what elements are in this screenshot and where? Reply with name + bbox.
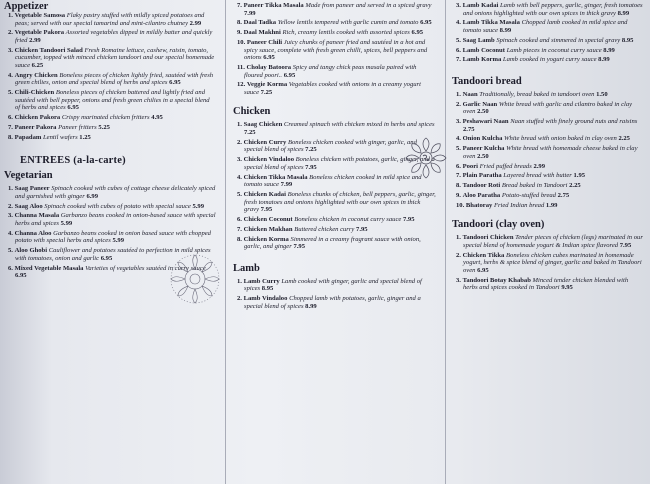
menu-item [237, 121, 436, 136]
item-price: 6.25 [31, 61, 44, 69]
appetizer-list [0, 12, 222, 141]
item-price: 6.95 [67, 104, 79, 112]
item-number: 7. [456, 56, 461, 64]
item-number: 6. [237, 215, 242, 223]
item-description: Naan stuffed with finely ground nuts and raisins [510, 118, 638, 126]
menu-item [456, 37, 644, 45]
item-description: Juicy chunks of paneer fried and sautéed in a hot and spicy sauce, complete with fresh green chilli, spices, bell peppers and onions [244, 38, 428, 62]
item-price: 7.25 [244, 129, 256, 137]
menu-column-1 [0, 0, 222, 484]
item-name: Chicken Makhan [243, 225, 293, 233]
section-title-lamb: Lamb [233, 262, 260, 274]
clay-oven-list [448, 234, 650, 292]
menu-item [8, 47, 216, 70]
item-price: 2.25 [618, 135, 630, 143]
item-name: Onion Kulcha [462, 135, 503, 143]
item-name: Saag Chicken [243, 121, 283, 129]
item-description: Chopped lamb with potatoes, garlic, ginger and a special blend of spices [244, 295, 421, 310]
item-description: Garbanzo beans cooked in onion based sauce with chopped potato with special herbs and spices [15, 229, 211, 245]
item-name: Garlic Naan [462, 100, 498, 108]
item-number: 4. [456, 19, 461, 27]
item-name: Chicken Tikka Masala [243, 173, 308, 181]
item-description: Flaky pastry stuffed with mildly spiced potatoes and peas; served with our special tamarind and mint-cilantro chutney [15, 12, 205, 27]
menu-item [237, 2, 436, 17]
item-price: 7.95 [293, 243, 306, 251]
item-name: Paneer Tikka Masala [243, 2, 304, 9]
item-price: 7.99 [244, 9, 256, 17]
item-price: 8.99 [603, 46, 615, 54]
section-title-chicken: Chicken [233, 106, 271, 118]
item-number: 2. [237, 295, 242, 303]
item-number: 7. [237, 2, 242, 9]
item-price: 8.99 [305, 302, 317, 310]
item-price: 2.50 [477, 108, 489, 116]
item-description: Varieties of vegetables sautéed in curry sauce [85, 264, 206, 272]
item-name: Channa Aloo [14, 229, 52, 237]
item-price: 5.99 [192, 202, 205, 210]
item-description: Boneless chunks of chicken, bell peppers, garlic, ginger, fresh tomatoes and onions highlighted with our own spices in thick gravy [244, 190, 436, 214]
item-description: Vegetables cooked with onions in a creamy yogurt sauce [244, 81, 421, 96]
item-description: White bread with garlic and cilantro baked in clay oven [463, 100, 633, 116]
item-price: 2.75 [557, 191, 570, 199]
item-number: 7. [456, 172, 461, 180]
item-number: 4. [8, 71, 13, 79]
menu-item [8, 134, 216, 142]
item-price: 1.95 [573, 172, 586, 180]
item-description: Crispy marinated chicken fritters [61, 114, 150, 122]
item-description: Boneless pieces of chicken battered and lightly fried and sautéed with bell pepper, onions and fresh green chilies in a special blend of herbs and spices [15, 89, 210, 112]
menu-item [237, 226, 436, 234]
item-description: Spicy and tangy chick peas masala paired with floured poori.. [244, 63, 417, 79]
menu-item [456, 56, 644, 64]
section-title-tandoori-clay-oven: Tandoori (clay oven) [452, 219, 545, 231]
menu-item [456, 163, 644, 171]
item-description: Simmered in a creamy fragrant sauce with onion, garlic, and ginger [244, 235, 421, 251]
mandala-ornament-icon [168, 252, 222, 306]
item-name: Saag Lamb [462, 36, 495, 44]
item-name: Papadam [14, 133, 42, 141]
item-price: 6.95 [283, 71, 296, 79]
item-price: 6.95 [420, 19, 432, 27]
item-name: Lamb Coconut [462, 46, 505, 54]
item-number: 3. [456, 118, 461, 126]
item-number: 5. [8, 89, 13, 97]
item-price: 7.25 [260, 88, 273, 96]
item-number: 10. [237, 38, 246, 46]
item-number: 2. [456, 100, 461, 108]
column-divider [225, 0, 226, 484]
item-number: 8. [8, 133, 13, 141]
item-number: 3. [456, 276, 461, 284]
item-number: 4. [456, 135, 461, 143]
item-number: 9. [456, 191, 461, 199]
item-name: Lamb Tikka Masala [462, 19, 520, 27]
item-number: 10. [456, 201, 465, 209]
menu-item [456, 2, 644, 17]
item-name: Chicken Korma [243, 235, 289, 243]
menu-item [456, 277, 644, 292]
item-number: 1. [8, 185, 13, 193]
menu-item [237, 191, 436, 214]
item-description: Chopped lamb cooked in mild spice and tomato sauce [463, 19, 628, 34]
item-description: Lamb cooked in yogurt curry sauce [502, 56, 597, 64]
item-name: Chili-Chicken [14, 89, 55, 97]
item-price: 7.95 [305, 163, 317, 171]
item-number: 6. [456, 162, 461, 170]
item-price: 4.95 [151, 114, 163, 122]
item-price: 2.99 [189, 19, 202, 27]
menu-item [456, 135, 644, 143]
item-name: Paneer Chili [246, 38, 283, 46]
item-price: 5.25 [98, 123, 110, 131]
item-price: 8.99 [499, 26, 512, 34]
item-description: Boneless chicken cooked in mild spice and tomato sauce [244, 173, 422, 189]
item-number: 2. [237, 138, 242, 146]
item-price: 1.25 [79, 133, 91, 141]
lamb-list-continued [448, 2, 650, 64]
item-name: Vegetable Samosa [14, 12, 66, 19]
item-price: 8.95 [621, 36, 634, 44]
item-number: 2. [456, 251, 461, 259]
item-name: Plain Paratha [462, 172, 502, 180]
menu-item [8, 124, 216, 132]
menu-item [8, 89, 216, 112]
bread-list [448, 91, 650, 209]
item-number: 2. [8, 202, 13, 210]
item-number: 8. [456, 182, 461, 190]
item-description: Made from paneer and served in a spiced gravy [305, 2, 432, 9]
item-description: Spinach cooked with cubes of potato with special sauce [44, 202, 191, 210]
item-name: Daal Makhni [243, 29, 281, 37]
item-name: Tandoori Botay Khabab [462, 276, 531, 284]
item-description: Fried puffed breads [479, 162, 532, 170]
item-description: Creamed spinach with chicken mixed in herbs and spices [283, 121, 435, 129]
menu-item [8, 203, 216, 211]
item-price: 5.99 [60, 219, 73, 227]
menu-item [8, 212, 216, 227]
item-price: 5.99 [112, 237, 124, 245]
item-description: Tender pieces of chicken (legs) marinated in our special blend of homemade yogurt & Indian spice flavored [463, 234, 643, 249]
menu-item [456, 192, 644, 200]
menu-item [237, 278, 436, 293]
menu-item [8, 185, 216, 200]
item-name: Tandoori Chicken [462, 234, 514, 242]
lamb-list [229, 278, 442, 311]
item-number: 6. [456, 46, 461, 54]
item-name: Daal Tadka [243, 19, 277, 27]
item-description: Garbanzo beans cooked in onion-based sauce with special herbs and spices [15, 212, 216, 227]
item-number: 11. [237, 63, 245, 71]
item-name: Chicken Tikka [462, 251, 505, 259]
item-price: 7.99 [280, 181, 293, 189]
menu-item [237, 39, 436, 62]
menu-item [456, 182, 644, 190]
item-price: 7.95 [619, 241, 632, 249]
item-price: 6.95 [169, 79, 181, 87]
menu-item [456, 172, 644, 180]
menu-item [237, 64, 436, 79]
item-price: 2.25 [569, 182, 581, 190]
item-number: 5. [456, 145, 461, 153]
item-name: Angry Chicken [14, 71, 58, 79]
item-name: Chicken Curry [243, 138, 287, 146]
menu-item [237, 19, 436, 27]
item-name: Aloo Paratha [462, 191, 501, 199]
menu-item [456, 118, 644, 133]
menu-item [237, 236, 436, 251]
item-number: 9. [237, 29, 242, 37]
item-description: Bread baked in Tandoori [501, 182, 568, 190]
item-number: 4. [237, 173, 242, 181]
item-description: White bread with homemade cheese baked in clay oven [463, 145, 638, 160]
item-description: Potato-stuffed bread [501, 191, 556, 199]
item-price: 8.99 [617, 9, 630, 17]
item-price: 9.95 [561, 284, 573, 292]
item-name: Aloo Ghobi [14, 247, 48, 255]
item-price: 6.99 [86, 192, 98, 200]
item-name: Chicken Pakora [14, 114, 61, 122]
item-price: 6.95 [477, 266, 489, 274]
menu-item [237, 29, 436, 37]
item-description: Minced tender chicken blended with herbs and spices cooked in Tandoori [463, 276, 629, 292]
item-name: Saag Aloo [14, 202, 43, 210]
item-description: Lamb with bell peppers, garlic, ginger, fresh tomatoes and onions highlighted with our own spices in thick gravy [463, 2, 643, 17]
lotus-om-ornament-icon [404, 136, 448, 180]
item-number: 1. [456, 90, 461, 98]
item-name: Lamb Kadai [462, 2, 499, 9]
item-number: 2. [8, 29, 13, 37]
menu-item [456, 91, 644, 99]
item-number: 6. [8, 264, 13, 272]
item-name: Lamb Curry [243, 277, 280, 285]
menu-item [456, 101, 644, 116]
menu-item [237, 216, 436, 224]
item-description: Boneless pieces of chicken lightly fried, sautéed with fresh green chilies, onion and special blend of herbs and spices [15, 71, 214, 87]
menu-item [8, 29, 216, 44]
item-name: Paneer Kulcha [462, 145, 505, 153]
item-description: Yellow lentils tempered with garlic cumin and tomato [277, 19, 419, 27]
item-description: Paneer fritters [58, 123, 97, 131]
menu-item [8, 12, 216, 27]
item-number: 7. [8, 123, 13, 131]
menu-item [237, 295, 436, 310]
item-description: Lamb cooked with ginger, garlic and special blend of spices [244, 277, 422, 293]
item-price: 6.95 [100, 254, 113, 262]
section-title-entrees: ENTREES (a-la-carte) [20, 155, 126, 167]
item-number: 8. [237, 19, 242, 27]
item-number: 5. [237, 190, 242, 198]
menu-item [8, 230, 216, 245]
section-title-appetizer: Appetizer [4, 1, 49, 12]
item-description: Spinach cooked and simmered in special gravy [496, 36, 621, 44]
item-description: Boneless chicken with potatoes, garlic, ginger, and a special blend of spices [244, 156, 435, 171]
item-number: 3. [456, 2, 461, 9]
item-description: Buttered chicken curry [294, 225, 355, 233]
item-number: 8. [237, 235, 242, 243]
item-number: 1. [456, 234, 461, 242]
item-name: Naan [462, 90, 478, 98]
item-number: 1. [8, 12, 13, 19]
item-number: 3. [237, 156, 242, 164]
item-name: Cholay Batoora [246, 63, 292, 71]
item-name: Veggie Korma [246, 81, 288, 89]
item-description: Cauliflower and potatoes sautéed to perfection in mild spices with tomatoes, onion and garlic [15, 247, 211, 262]
item-name: Paneer Pakora [14, 123, 57, 131]
item-description: Assorted vegetables dipped in mildly batter and quickly fried [15, 29, 213, 44]
item-price: 1.99 [545, 201, 558, 209]
menu-item [456, 234, 644, 249]
item-number: 4. [8, 229, 13, 237]
section-title-tandoori-bread: Tandoori bread [452, 75, 522, 87]
item-number: 3. [8, 46, 13, 54]
item-description: Boneless chicken in coconut curry sauce [294, 215, 402, 223]
menu-column-2 [229, 0, 442, 484]
item-name: Mixed Vegetable Masala [14, 264, 84, 272]
item-name: Peshawari Naan [462, 118, 509, 126]
menu-item [8, 72, 216, 87]
item-number: 6. [8, 114, 13, 122]
item-description: Rich, creamy lentils cooked with assorted spices [282, 29, 410, 37]
menu-column-3 [448, 0, 650, 484]
item-number: 12. [237, 81, 246, 89]
item-description: Spinach cooked with cubes of cottage cheese delicately spiced and garnished with ginger [15, 185, 216, 200]
item-number: 5. [8, 247, 13, 255]
item-price: 2.99 [533, 162, 545, 170]
item-description: Lamb pieces in coconut curry sauce [506, 46, 602, 54]
menu-item [456, 252, 644, 275]
item-name: Saag Paneer [14, 185, 50, 193]
item-price: 2.75 [463, 125, 475, 133]
item-price: 6.95 [263, 54, 275, 62]
menu-item [456, 47, 644, 55]
item-name: Lamb Korma [462, 56, 502, 64]
item-name: Channa Masala [14, 212, 60, 220]
item-price: 7.95 [356, 225, 368, 233]
item-description: Boneless chicken cubes marinated in homemade yogurt, herbs & spice blend of ginger, garlic and baked in Tandoori oven [463, 251, 642, 274]
item-description: Fried Indian bread [493, 201, 545, 209]
item-number: 1. [237, 277, 242, 285]
menu-item [456, 19, 644, 34]
item-description: Traditionally, bread baked in tandoori oven [479, 90, 595, 98]
item-price: 2.99 [29, 36, 41, 44]
item-name: Chicken Tandoori Salad [14, 46, 83, 54]
item-name: Chicken Coconut [243, 215, 293, 223]
vegetarian-list-continued [229, 2, 442, 96]
item-number: 7. [237, 225, 242, 233]
menu-item [8, 114, 216, 122]
item-price: 1.50 [596, 90, 608, 98]
menu-item [456, 145, 644, 160]
item-description: Lentil wafers [43, 133, 78, 141]
menu-item [456, 202, 644, 210]
item-price: 2.50 [477, 152, 489, 160]
item-name: Chicken Kadai [243, 190, 286, 198]
item-price: 7.95 [402, 215, 415, 223]
section-title-vegetarian: Vegetarian [4, 170, 53, 182]
item-name: Tandoor Roti [462, 182, 501, 190]
item-description: Layered bread with butter [503, 172, 572, 180]
item-description: Boneless chicken cooked with ginger, garlic, and special blend of spices [244, 138, 417, 154]
item-price: 6.95 [15, 272, 27, 280]
item-price: 7.25 [305, 146, 317, 154]
item-name: Chicken Vindaloo [243, 156, 294, 164]
item-description: Fresh Romaine lettuce, cashew, raisin, tomato, cucumber, topped with minced chicken tandoori and our special homemade sauce [15, 46, 215, 69]
column-divider [445, 0, 446, 484]
item-description: White bread with onion baked in clay oven [504, 135, 617, 143]
item-name: Lamb Vindaloo [243, 295, 288, 303]
item-number: 3. [8, 212, 13, 220]
item-price: 8.99 [598, 56, 610, 64]
item-name: Vegetable Pakora [14, 29, 64, 37]
item-price: 8.95 [261, 285, 274, 293]
item-number: 5. [456, 36, 461, 44]
item-number: 1. [237, 121, 242, 129]
item-price: 7.95 [260, 206, 273, 214]
item-name: Bhatoray [465, 201, 493, 209]
item-price: 6.95 [411, 29, 424, 37]
menu-item [237, 81, 436, 96]
item-name: Poori [462, 162, 478, 170]
